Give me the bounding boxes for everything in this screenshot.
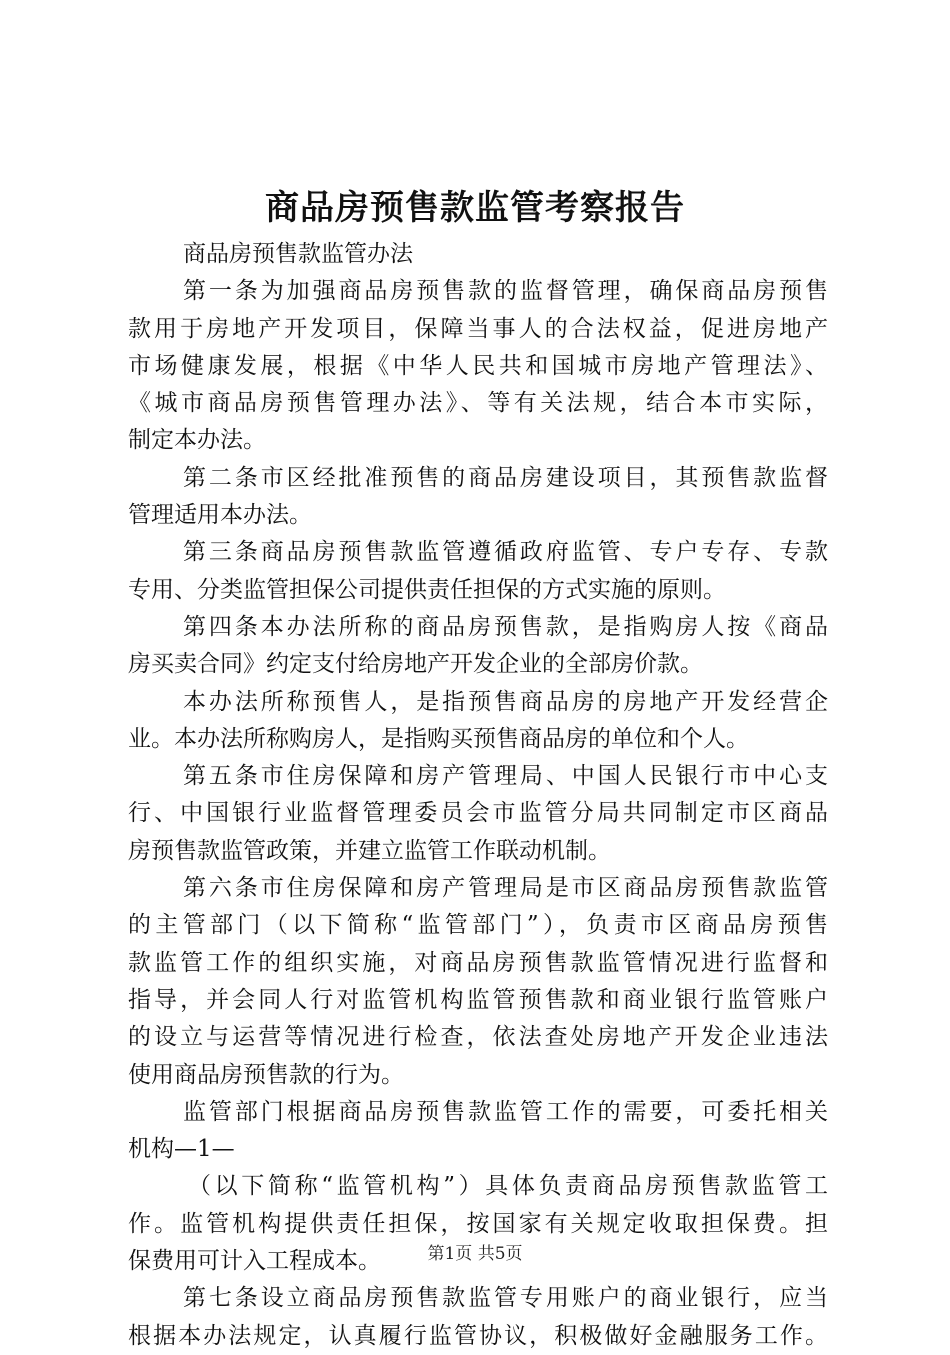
text-line: 第一条为加强商品房预售款的监督管理，确保商品房预售 — [183, 278, 828, 305]
text-line: 的主管部门（以下简称“监管部门”），负责市区商品房预售 — [128, 912, 828, 939]
text-line: 房预售款监管政策，并建立监管工作联动机制。 — [128, 837, 611, 864]
text-line: 房买卖合同》约定支付给房地产开发企业的全部房价款。 — [128, 651, 703, 678]
text-line: 保费用可计入工程成本。 — [128, 1248, 381, 1275]
page-footer: 第1页 共5页 — [427, 1244, 523, 1264]
text-line: 第七条设立商品房预售款监管专用账户的商业银行，应当 — [183, 1285, 828, 1312]
text-line: 第二条市区经批准预售的商品房建设项目，其预售款监督 — [183, 464, 828, 491]
text-line: 制定本办法。 — [128, 427, 266, 454]
text-line: 第六条市住房保障和房产管理局是市区商品房预售款监管 — [183, 875, 828, 902]
text-line: 行、中国银行业监督管理委员会市监管分局共同制定市区商品 — [128, 800, 828, 827]
text-line: 作。监管机构提供责任担保，按国家有关规定收取担保费。担 — [128, 1210, 828, 1237]
text-line: 管理适用本办法。 — [128, 502, 312, 529]
text-line: 第三条商品房预售款监管遵循政府监管、专户专存、专款 — [183, 539, 828, 566]
text-line: 本办法所称预售人，是指预售商品房的房地产开发经营企 — [183, 688, 828, 715]
text-line: 机构—1— — [128, 1136, 235, 1163]
text-line: 《城市商品房预售管理办法》、等有关法规，结合本市实际， — [128, 390, 828, 417]
text-line: 指导，并会同人行对监管机构监管预售款和商业银行监管账户 — [128, 986, 828, 1013]
text-line: 款监管工作的组织实施，对商品房预售款监管情况进行监督和 — [128, 949, 828, 976]
text-line: 市场健康发展，根据《中华人民共和国城市房地产管理法》、 — [128, 352, 828, 379]
document-body — [128, 236, 828, 1355]
document-title: 商品房预售款监管考察报告 — [265, 188, 685, 228]
text-line: 根据本办法规定，认真履行监管协议，积极做好金融服务工作。 — [128, 1322, 828, 1349]
text-line: 监管部门根据商品房预售款监管工作的需要，可委托相关 — [183, 1098, 828, 1125]
text-line: 商品房预售款监管办法 — [183, 241, 413, 267]
text-line: （以下简称“监管机构”）具体负责商品房预售款监管工 — [188, 1173, 828, 1200]
text-line: 业。本办法所称购房人，是指购买预售商品房的单位和个人。 — [128, 725, 749, 752]
text-line: 第四条本办法所称的商品房预售款，是指购房人按《商品 — [183, 613, 828, 640]
text-line: 款用于房地产开发项目，保障当事人的合法权益，促进房地产 — [128, 315, 828, 342]
text-line: 第五条市住房保障和房产管理局、中国人民银行市中心支 — [183, 763, 828, 790]
text-line: 使用商品房预售款的行为。 — [128, 1061, 404, 1088]
text-line: 的设立与运营等情况进行检查，依法查处房地产开发企业违法 — [128, 1024, 828, 1051]
text-line: 专用、分类监管担保公司提供责任担保的方式实施的原则。 — [128, 576, 726, 603]
